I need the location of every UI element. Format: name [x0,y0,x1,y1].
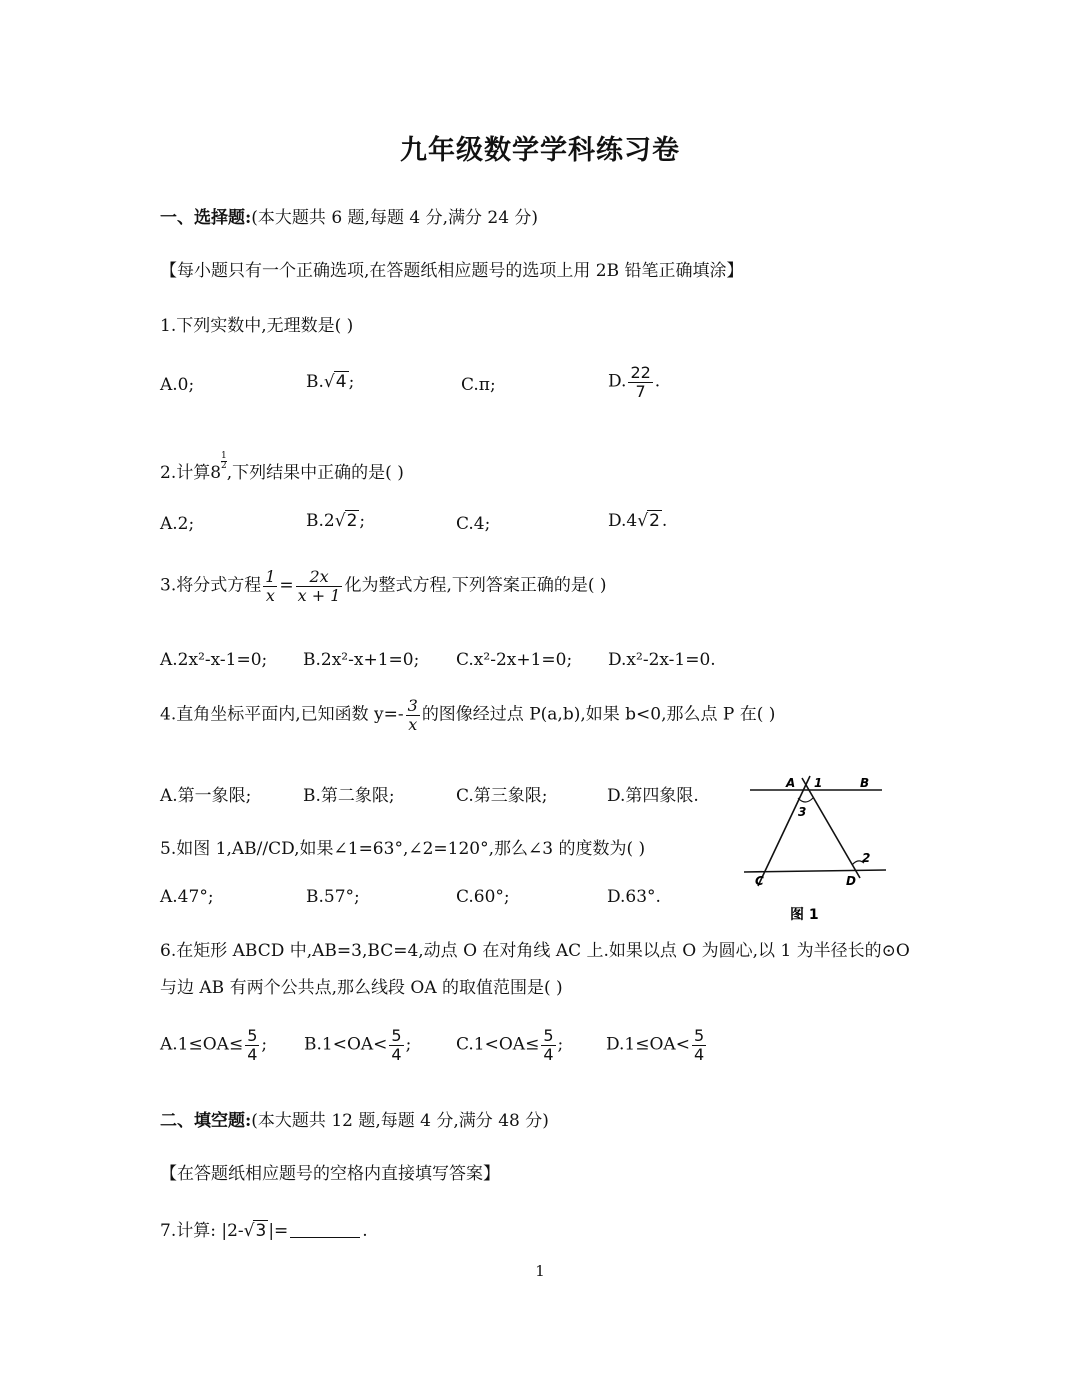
q2-stem-prefix: 2.计算8 [160,463,222,483]
sqrt-symbol: √2 [637,511,660,531]
label-d: D [846,874,856,888]
q5-stem: 5.如图 1,AB//CD,如果∠1=63°,∠2=120°,那么∠3 的度数为( ) [160,839,646,859]
q2-option-d [608,511,667,531]
figure-caption: 图 1 [790,907,819,923]
label-c: C [755,874,764,888]
q4-stem [160,697,775,733]
q2-option-d-suffix: . [661,511,668,531]
section1-instruction: 【每小题只有一个正确选项,在答题纸相应题号的选项上用 2B 铅笔正确填涂】 [160,261,744,281]
q7-stem-suffix: |= [268,1221,289,1241]
section1-title: 一、选择题: [160,208,252,228]
fraction-numerator: 5 [247,1026,258,1045]
section2-note: (本大题共 12 题,每题 4 分,满分 48 分) [251,1111,549,1131]
q6-option-b-fraction [389,1027,403,1063]
page-number: 1 [535,1262,545,1280]
section1-note: (本大题共 6 题,每题 4 分,满分 24 分) [251,208,539,228]
q1-option-d-suffix: . [654,371,661,392]
label-1: 1 [814,776,823,790]
q1-option-b-suffix: ; [348,372,355,392]
line-ac [758,776,810,886]
q6-option-b [304,1027,411,1063]
q2-option-b-radicand: 2 [346,511,358,531]
sqrt-symbol: √3 [243,1221,267,1241]
fraction-denominator: 4 [693,1044,705,1064]
figure-1-diagram [740,768,890,928]
q3-fraction-left [263,568,277,604]
q7-stem [160,1216,368,1241]
fraction-denominator: 4 [247,1044,258,1064]
q1-option-b-prefix: B. [306,372,324,392]
fraction-numerator: 22 [630,363,651,382]
page-title: 九年级数学学科练习卷 [400,135,680,166]
q2-option-c: C.4; [456,514,491,534]
line-ad [802,778,860,878]
q5-option-d: D.63°. [607,887,661,907]
q1-option-c: C.π; [461,375,496,395]
q4-option-a: A.第一象限; [160,786,252,806]
q3-option-a: A.2x²-x-1=0; [160,650,268,670]
q6-option-b-prefix: B.1<OA< [304,1034,388,1055]
q6-option-b-sep: ; [405,1034,412,1055]
q1-option-a: A.0; [160,375,195,395]
q3-stem-prefix: 3.将分式方程 [160,575,262,596]
q6-option-d [606,1027,708,1063]
q5-option-c: C.60°; [456,887,510,907]
q6-option-c [456,1027,563,1063]
q2-option-d-prefix: D.4 [608,511,638,531]
q6-option-a-prefix: A.1≤OA≤ [160,1034,244,1055]
sqrt-symbol: √4 [323,372,347,392]
fraction-numerator: 1 [265,567,276,586]
fraction-numerator: 5 [391,1026,402,1045]
q6-option-d-fraction [692,1027,706,1063]
q4-option-c: C.第三象限; [456,786,548,806]
q6-option-a-fraction [245,1027,259,1063]
q2-option-a: A.2; [160,514,195,534]
q1-option-d-fraction [628,364,652,400]
q3-option-c: C.x²-2x+1=0; [456,650,573,670]
q5-option-a: A.47°; [160,887,214,907]
exponent-numerator: 1 [221,451,227,461]
q6-option-c-sep: ; [557,1034,564,1055]
fraction-denominator: x [408,714,418,734]
fraction-denominator: 7 [635,381,646,401]
q3-stem [160,568,607,604]
q2-option-b-suffix: ; [359,511,366,531]
label-2: 2 [862,851,871,865]
q1-option-d [608,364,660,400]
q1-stem: 1.下列实数中,无理数是( ) [160,316,354,336]
section2-heading [160,1106,549,1131]
q6-option-c-fraction [541,1027,555,1063]
section2-instruction: 【在答题纸相应题号的空格内直接填写答案】 [160,1164,500,1184]
section2-title: 二、填空题: [160,1111,252,1131]
q5-option-b: B.57°; [306,887,360,907]
fraction-numerator: 2x [296,568,343,587]
q4-fraction [406,697,420,733]
q1-option-b-radicand: 4 [335,372,347,392]
fraction-numerator: 5 [693,1026,705,1045]
angle-3-arc [798,798,813,802]
q2-stem-suffix: ,下列结果中正确的是( ) [226,463,404,483]
q4-stem-suffix: 的图像经过点 P(a,b),如果 b<0,那么点 P 在( ) [421,704,776,725]
q6-option-d-prefix: D.1≤OA< [606,1034,690,1055]
q1-option-d-prefix: D. [608,371,627,392]
q6-option-a [160,1027,267,1063]
q2-stem [160,452,404,483]
fraction-denominator: x [265,585,275,605]
q2-option-d-radicand: 2 [649,511,660,531]
q4-stem-prefix: 4.直角坐标平面内,已知函数 y=- [160,704,404,725]
q3-equals: = [279,575,294,596]
q6-option-a-sep: ; [261,1034,268,1055]
q2-option-b-prefix: B.2 [306,511,335,531]
exponent-denominator: 2 [221,461,227,471]
label-3: 3 [798,805,807,819]
q3-option-d: D.x²-2x-1=0. [608,650,716,670]
q2-option-b [306,511,365,531]
label-a: A [786,776,796,790]
fraction-denominator: 4 [543,1044,554,1064]
q7-end: . [362,1221,368,1241]
q6-option-c-prefix: C.1<OA≤ [456,1034,540,1055]
q7-radicand: 3 [255,1221,267,1241]
fraction-denominator: 4 [391,1044,402,1064]
q1-option-b [306,372,354,392]
q3-fraction-right [296,568,343,604]
q6-stem-line1: 6.在矩形 ABCD 中,AB=3,BC=4,动点 O 在对角线 AC 上.如果以点 O 为圆心,以 1 为半径长的⊙O [160,941,910,961]
fraction-numerator: 5 [543,1026,554,1045]
q6-stem-line2: 与边 AB 有两个公共点,那么线段 OA 的取值范围是( ) [160,978,563,998]
section1-heading [160,203,538,228]
label-b: B [860,776,870,790]
sqrt-symbol: √2 [334,511,358,531]
q7-stem-prefix: 7.计算: |2- [160,1221,244,1241]
q3-stem-suffix: 化为整式方程,下列答案正确的是( ) [344,575,607,596]
answer-blank [290,1237,360,1238]
fraction-denominator: x + 1 [297,585,341,605]
q4-option-d: D.第四象限. [607,786,699,806]
q3-option-b: B.2x²-x+1=0; [303,650,420,670]
fraction-numerator: 3 [407,696,418,715]
q4-option-b: B.第二象限; [303,786,395,806]
